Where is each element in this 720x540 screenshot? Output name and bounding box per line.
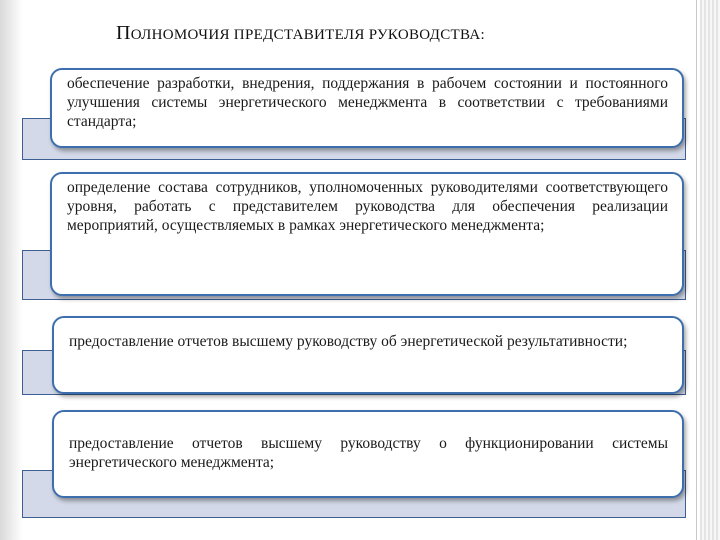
item-1-text: обеспечение разработки, внедрения, поддержания в рабочем состоянии и постоянного улучшения системы энергетического менеджмента в соответствии с требованиями стандарта;	[67, 75, 668, 130]
title-rest: ОЛНОМОЧИЯ ПРЕДСТАВИТЕЛЯ РУКОВОДСТВА:	[130, 27, 485, 43]
item-1-card	[50, 68, 684, 148]
slide-title	[116, 22, 485, 45]
item-4-text: предоставление отчетов высшему руководству о функционировании системы энергетического менеджмента;	[69, 435, 668, 471]
slide-right-line	[696, 0, 697, 540]
item-3-text: предоставление отчетов высшему руководству об энергетической результативности;	[69, 333, 628, 350]
item-4-card	[52, 410, 684, 498]
title-first-letter: П	[116, 22, 131, 44]
item-2-text: определение состава сотрудников, уполномоченных руководителями соответствующего уровня, работать с представителем руководства для обеспечения реализации мероприятий, осуществляемых в рамках энергетического менеджмента;	[67, 179, 668, 234]
item-3-card	[52, 316, 684, 394]
slide-right-border	[700, 0, 720, 540]
item-2-card	[50, 172, 684, 296]
slide-left-border	[0, 0, 22, 540]
